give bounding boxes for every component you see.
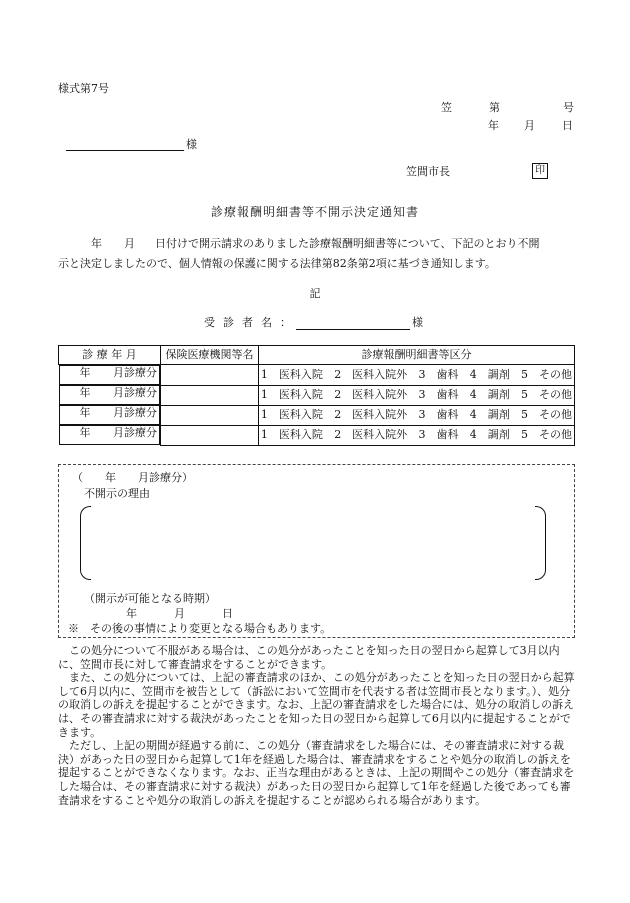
reason-bracket-left bbox=[80, 506, 91, 580]
row-institution[interactable] bbox=[160, 425, 258, 445]
body-paragraph bbox=[58, 234, 576, 274]
body-line-2: 示と決定しましたので、個人情報の保護に関する法律第82条第2項に基づき通知します。 bbox=[58, 257, 496, 270]
category-option[interactable]: 3 歯科 bbox=[418, 407, 459, 421]
disclosure-date bbox=[126, 607, 233, 621]
reason-text-area[interactable] bbox=[96, 512, 530, 572]
issue-date-day: 日 bbox=[562, 119, 573, 132]
row-year: 年 bbox=[79, 386, 91, 399]
category-option[interactable]: 1 医科入院 bbox=[260, 407, 323, 421]
patient-label: 受診者名： bbox=[204, 316, 299, 329]
category-option[interactable]: 2 医科入院外 bbox=[334, 427, 408, 441]
disclosure-when-label: （開示が可能となる時期） bbox=[84, 592, 216, 605]
nondisclosure-reason-label: 不開示の理由 bbox=[84, 487, 150, 500]
table-row bbox=[59, 385, 575, 405]
category-options bbox=[261, 408, 572, 422]
category-option[interactable]: 5 その他 bbox=[520, 387, 572, 401]
category-option[interactable]: 2 医科入院外 bbox=[334, 387, 408, 401]
issue-date-year: 年 bbox=[488, 119, 499, 132]
table-row bbox=[59, 425, 575, 445]
row-year: 年 bbox=[79, 426, 91, 439]
category-option[interactable]: 3 歯科 bbox=[418, 427, 459, 441]
row-treatment-month[interactable] bbox=[59, 365, 160, 385]
category-option[interactable]: 3 歯科 bbox=[418, 387, 459, 401]
category-option[interactable]: 1 医科入院 bbox=[260, 367, 323, 381]
doc-no-suffix: 号 bbox=[563, 101, 574, 114]
nondisclosure-period: （ 年 月診療分） bbox=[72, 471, 193, 484]
disc-year: 年 bbox=[126, 607, 137, 620]
body-year: 年 bbox=[91, 237, 102, 250]
ki-heading: 記 bbox=[309, 287, 321, 300]
row-month: 月診療分 bbox=[112, 406, 157, 419]
table-row bbox=[59, 405, 575, 425]
category-option[interactable]: 5 その他 bbox=[520, 367, 572, 381]
category-option[interactable]: 4 調剤 bbox=[469, 427, 510, 441]
row-categories bbox=[258, 385, 574, 405]
row-month: 月診療分 bbox=[112, 366, 157, 379]
sender-name: 笠間市長 bbox=[406, 165, 450, 178]
category-option[interactable]: 1 医科入院 bbox=[260, 427, 323, 441]
row-categories bbox=[258, 425, 574, 445]
category-options bbox=[261, 428, 572, 442]
category-options bbox=[261, 368, 572, 382]
row-month: 月診療分 bbox=[112, 426, 157, 439]
document-title: 診療報酬明細書等不開示決定通知書 bbox=[210, 205, 419, 219]
category-option[interactable]: 4 調剤 bbox=[469, 387, 510, 401]
doc-no-prefix: 笠 bbox=[441, 101, 452, 114]
body-line-1 bbox=[58, 234, 576, 254]
claims-table bbox=[58, 345, 575, 446]
header-category: 診療報酬明細書等区分 bbox=[258, 346, 574, 365]
row-institution[interactable] bbox=[160, 385, 258, 405]
issue-date-month: 月 bbox=[524, 119, 535, 132]
row-treatment-month[interactable] bbox=[59, 385, 160, 405]
recipient-name-line[interactable] bbox=[66, 150, 184, 151]
form-number: 様式第7号 bbox=[58, 82, 109, 95]
notice-paragraph-3: ただし、上記の期間が経過する前に、この処分（審査請求をした場合には、その審査請求に対する裁決）があった日の翌日から起算して1年を経過した場合は、審査請求をすることや処分の取消しの訴えを提起することができなくなります。なお、正当な理由があるときは、上記の期間やこの処分（審査請求をした場合は、その審査請求に対する裁決）があった日の翌日から起算して1年を経過した後であっても審査請求をすることや処分の取消しの訴えを提起することが認められる場合があります。 bbox=[58, 739, 575, 807]
disc-day: 日 bbox=[222, 607, 233, 620]
row-month: 月診療分 bbox=[112, 386, 157, 399]
category-option[interactable]: 4 調剤 bbox=[469, 367, 510, 381]
recipient-suffix: 様 bbox=[186, 138, 197, 151]
row-categories bbox=[258, 365, 574, 386]
notice-paragraph-1: この処分について不服がある場合は、この処分があったことを知った日の翌日から起算して3月以内に、笠間市長に対して審査請求をすることができます。 bbox=[58, 644, 560, 671]
category-option[interactable]: 2 医科入院外 bbox=[334, 367, 408, 381]
row-year: 年 bbox=[79, 366, 91, 379]
patient-suffix: 様 bbox=[412, 316, 423, 329]
appeal-notice bbox=[58, 644, 576, 807]
category-options bbox=[261, 388, 572, 402]
category-option[interactable]: 4 調剤 bbox=[469, 407, 510, 421]
row-year: 年 bbox=[79, 406, 91, 419]
body-line-1-text: 日付けで開示請求のありました診療報酬明細書等について、下記のとおり不開 bbox=[155, 237, 540, 250]
row-institution[interactable] bbox=[160, 405, 258, 425]
row-treatment-month[interactable] bbox=[59, 425, 160, 445]
category-option[interactable]: 3 歯科 bbox=[418, 367, 459, 381]
document-number bbox=[441, 101, 574, 115]
reason-bracket-right bbox=[535, 506, 546, 580]
category-option[interactable]: 2 医科入院外 bbox=[334, 407, 408, 421]
body-month: 月 bbox=[124, 237, 135, 250]
patient-name-line[interactable] bbox=[296, 329, 410, 330]
category-option[interactable]: 5 その他 bbox=[520, 427, 572, 441]
doc-no-mid: 第 bbox=[489, 101, 500, 114]
category-option[interactable]: 1 医科入院 bbox=[260, 387, 323, 401]
category-option[interactable]: 5 その他 bbox=[520, 407, 572, 421]
row-treatment-month[interactable] bbox=[59, 405, 160, 425]
row-institution[interactable] bbox=[160, 365, 258, 386]
header-institution: 保険医療機関等名 bbox=[160, 346, 258, 365]
seal-mark: 印 bbox=[532, 163, 548, 179]
header-treatment-month: 診 療 年 月 bbox=[59, 346, 161, 365]
issue-date bbox=[488, 119, 573, 133]
disc-month: 月 bbox=[174, 607, 185, 620]
row-categories bbox=[258, 405, 574, 425]
notice-paragraph-2: また、この処分については、上記の審査請求のほか、この処分があったことを知った日の翌日から起算して6月以内に、笠間市を被告として（訴訟において笠間市を代表する者は笠間市長となります。）、処分の取消しの訴えを提起することができます。なお、上記の審査請求をした場合には、処分の取消しの訴えは、その審査請求に対する裁決があったことを知った日の翌日から起算して6月以内に提起することができます。 bbox=[58, 671, 575, 739]
table-row bbox=[59, 365, 575, 386]
table-header-row bbox=[59, 346, 575, 365]
change-note: ※ その後の事情により変更となる場合もあります。 bbox=[68, 622, 332, 635]
